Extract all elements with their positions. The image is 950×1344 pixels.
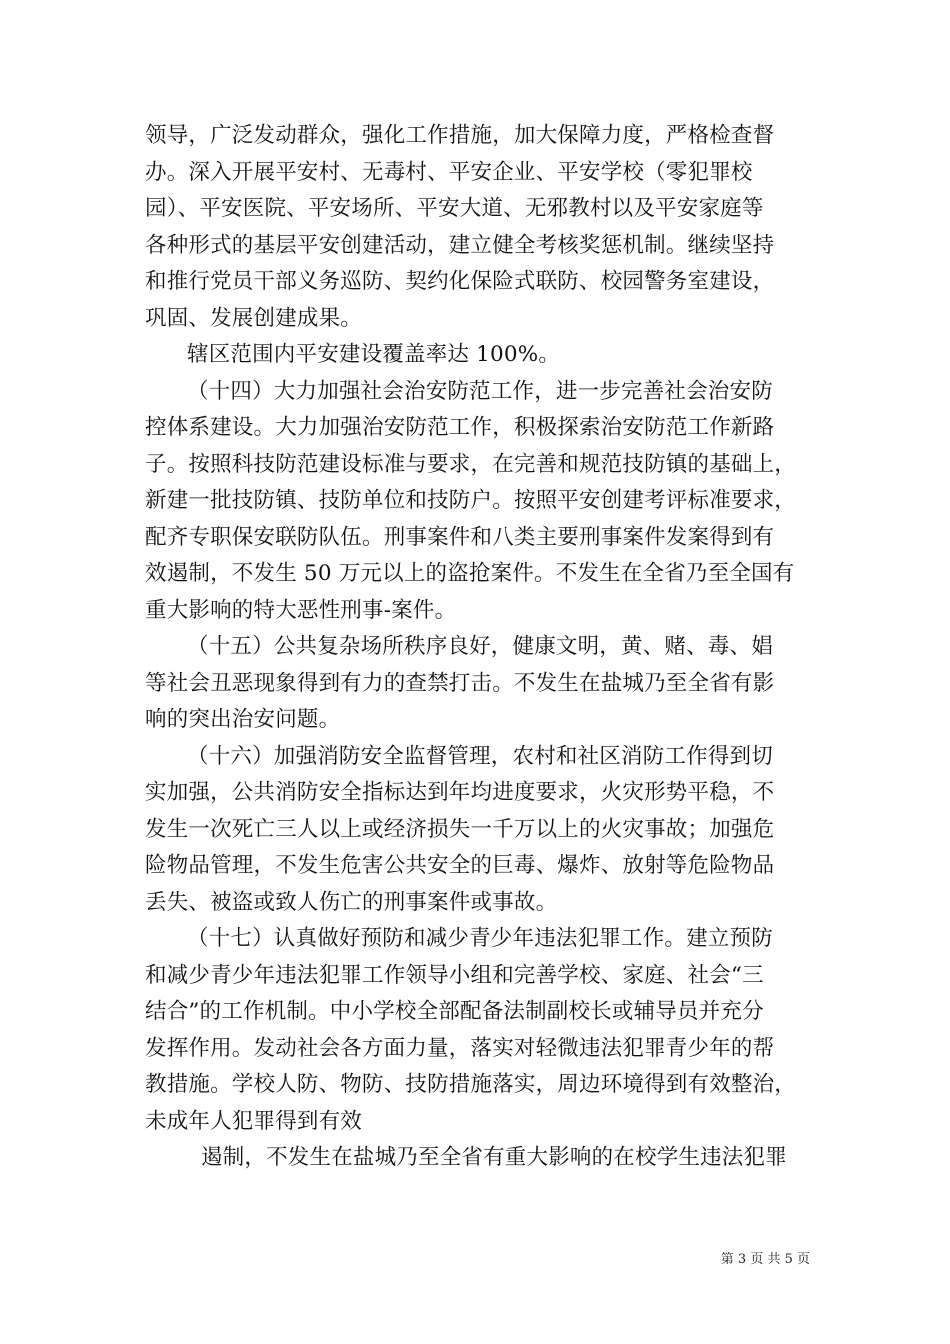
text-line: 实加强，公共消防安全指标达到年均进度要求，火灾形势平稳，不	[145, 780, 775, 805]
text-line: 控体系建设。大力加强治安防范工作，积极探索治安防范工作新路	[145, 415, 775, 440]
text-line: 响的突出治安问题。	[145, 707, 341, 732]
text-line: 办。深入开展平安村、无毒村、平安企业、平安学校（零犯罪校	[145, 159, 753, 185]
text-line: 新建一批技防镇、技防单位和技防户。按照平安创建考评标准要求，	[145, 488, 797, 513]
text-line: 重大影响的特大恶性刑事-案件。	[145, 597, 457, 623]
text-line: 巩固、发展创建成果。	[145, 305, 363, 331]
paragraph-start-line: （十五）公共复杂场所秩序良好，健康文明，黄、赌、毒、娼	[187, 634, 773, 659]
text-line: 未成年人犯罪得到有效	[145, 1108, 363, 1134]
text-line: 和推行党员干部义务巡防、契约化保险式联防、校园警务室建设，	[145, 269, 775, 294]
text-line: 子。按照科技防范建设标准与要求，在完善和规范技防镇的基础上，	[145, 451, 797, 477]
document-body	[145, 118, 810, 1177]
text-line: 效遏制，不发生 50 万元以上的盗抢案件。不发生在全省乃至全国有	[145, 561, 795, 586]
text-line: 各种形式的基层平安创建活动，建立健全考核奖惩机制。继续坚持	[145, 232, 775, 258]
text-line: 发挥作用。发动社会各方面力量，落实对轻微违法犯罪青少年的帮	[145, 1035, 775, 1061]
text-line: 和减少青少年违法犯罪工作领导小组和完善学校、家庭、社会“三	[145, 962, 764, 988]
text-line: 等社会丑恶现象得到有力的查禁打击。不发生在盐城乃至全省有影	[145, 670, 775, 696]
text-line: 领导，广泛发动群众，强化工作措施，加大保障力度，严格检查督	[145, 123, 775, 148]
paragraph-start-line: （十六）加强消防安全监督管理，农村和社区消防工作得到切	[187, 743, 773, 769]
text-line: 园）、平安医院、平安场所、平安大道、无邪教村以及平安家庭等	[145, 196, 764, 221]
paragraph-start-line: 遏制，不发生在盐城乃至全省有重大影响的在校学生违法犯罪	[201, 1145, 787, 1170]
text-line: 发生一次死亡三人以上或经济损失一千万以上的火灾事故；加强危	[145, 816, 775, 842]
paragraph-start-line: 辖区范围内平安建设覆盖率达 100%。	[187, 342, 561, 367]
text-line: 教措施。学校人防、物防、技防措施落实，周边环境得到有效整治，	[145, 1072, 797, 1097]
paragraph-start-line: （十七）认真做好预防和减少青少年违法犯罪工作。建立预防	[187, 926, 773, 951]
text-line: 结合”的工作机制。中小学校全部配备法制副校长或辅导员并充分	[145, 999, 764, 1024]
page-number: 第 3 页 共 5 页	[720, 1252, 810, 1267]
text-line: 丢失、被盗或致人伤亡的刑事案件或事故。	[145, 889, 558, 915]
text-line: 配齐专职保安联防队伍。刑事案件和八类主要刑事案件发案得到有	[145, 524, 775, 550]
text-line: 险物品管理，不发生危害公共安全的巨毒、爆炸、放射等危险物品	[145, 853, 775, 878]
paragraph-start-line: （十四）大力加强社会治安防范工作，进一步完善社会治安防	[187, 378, 773, 404]
